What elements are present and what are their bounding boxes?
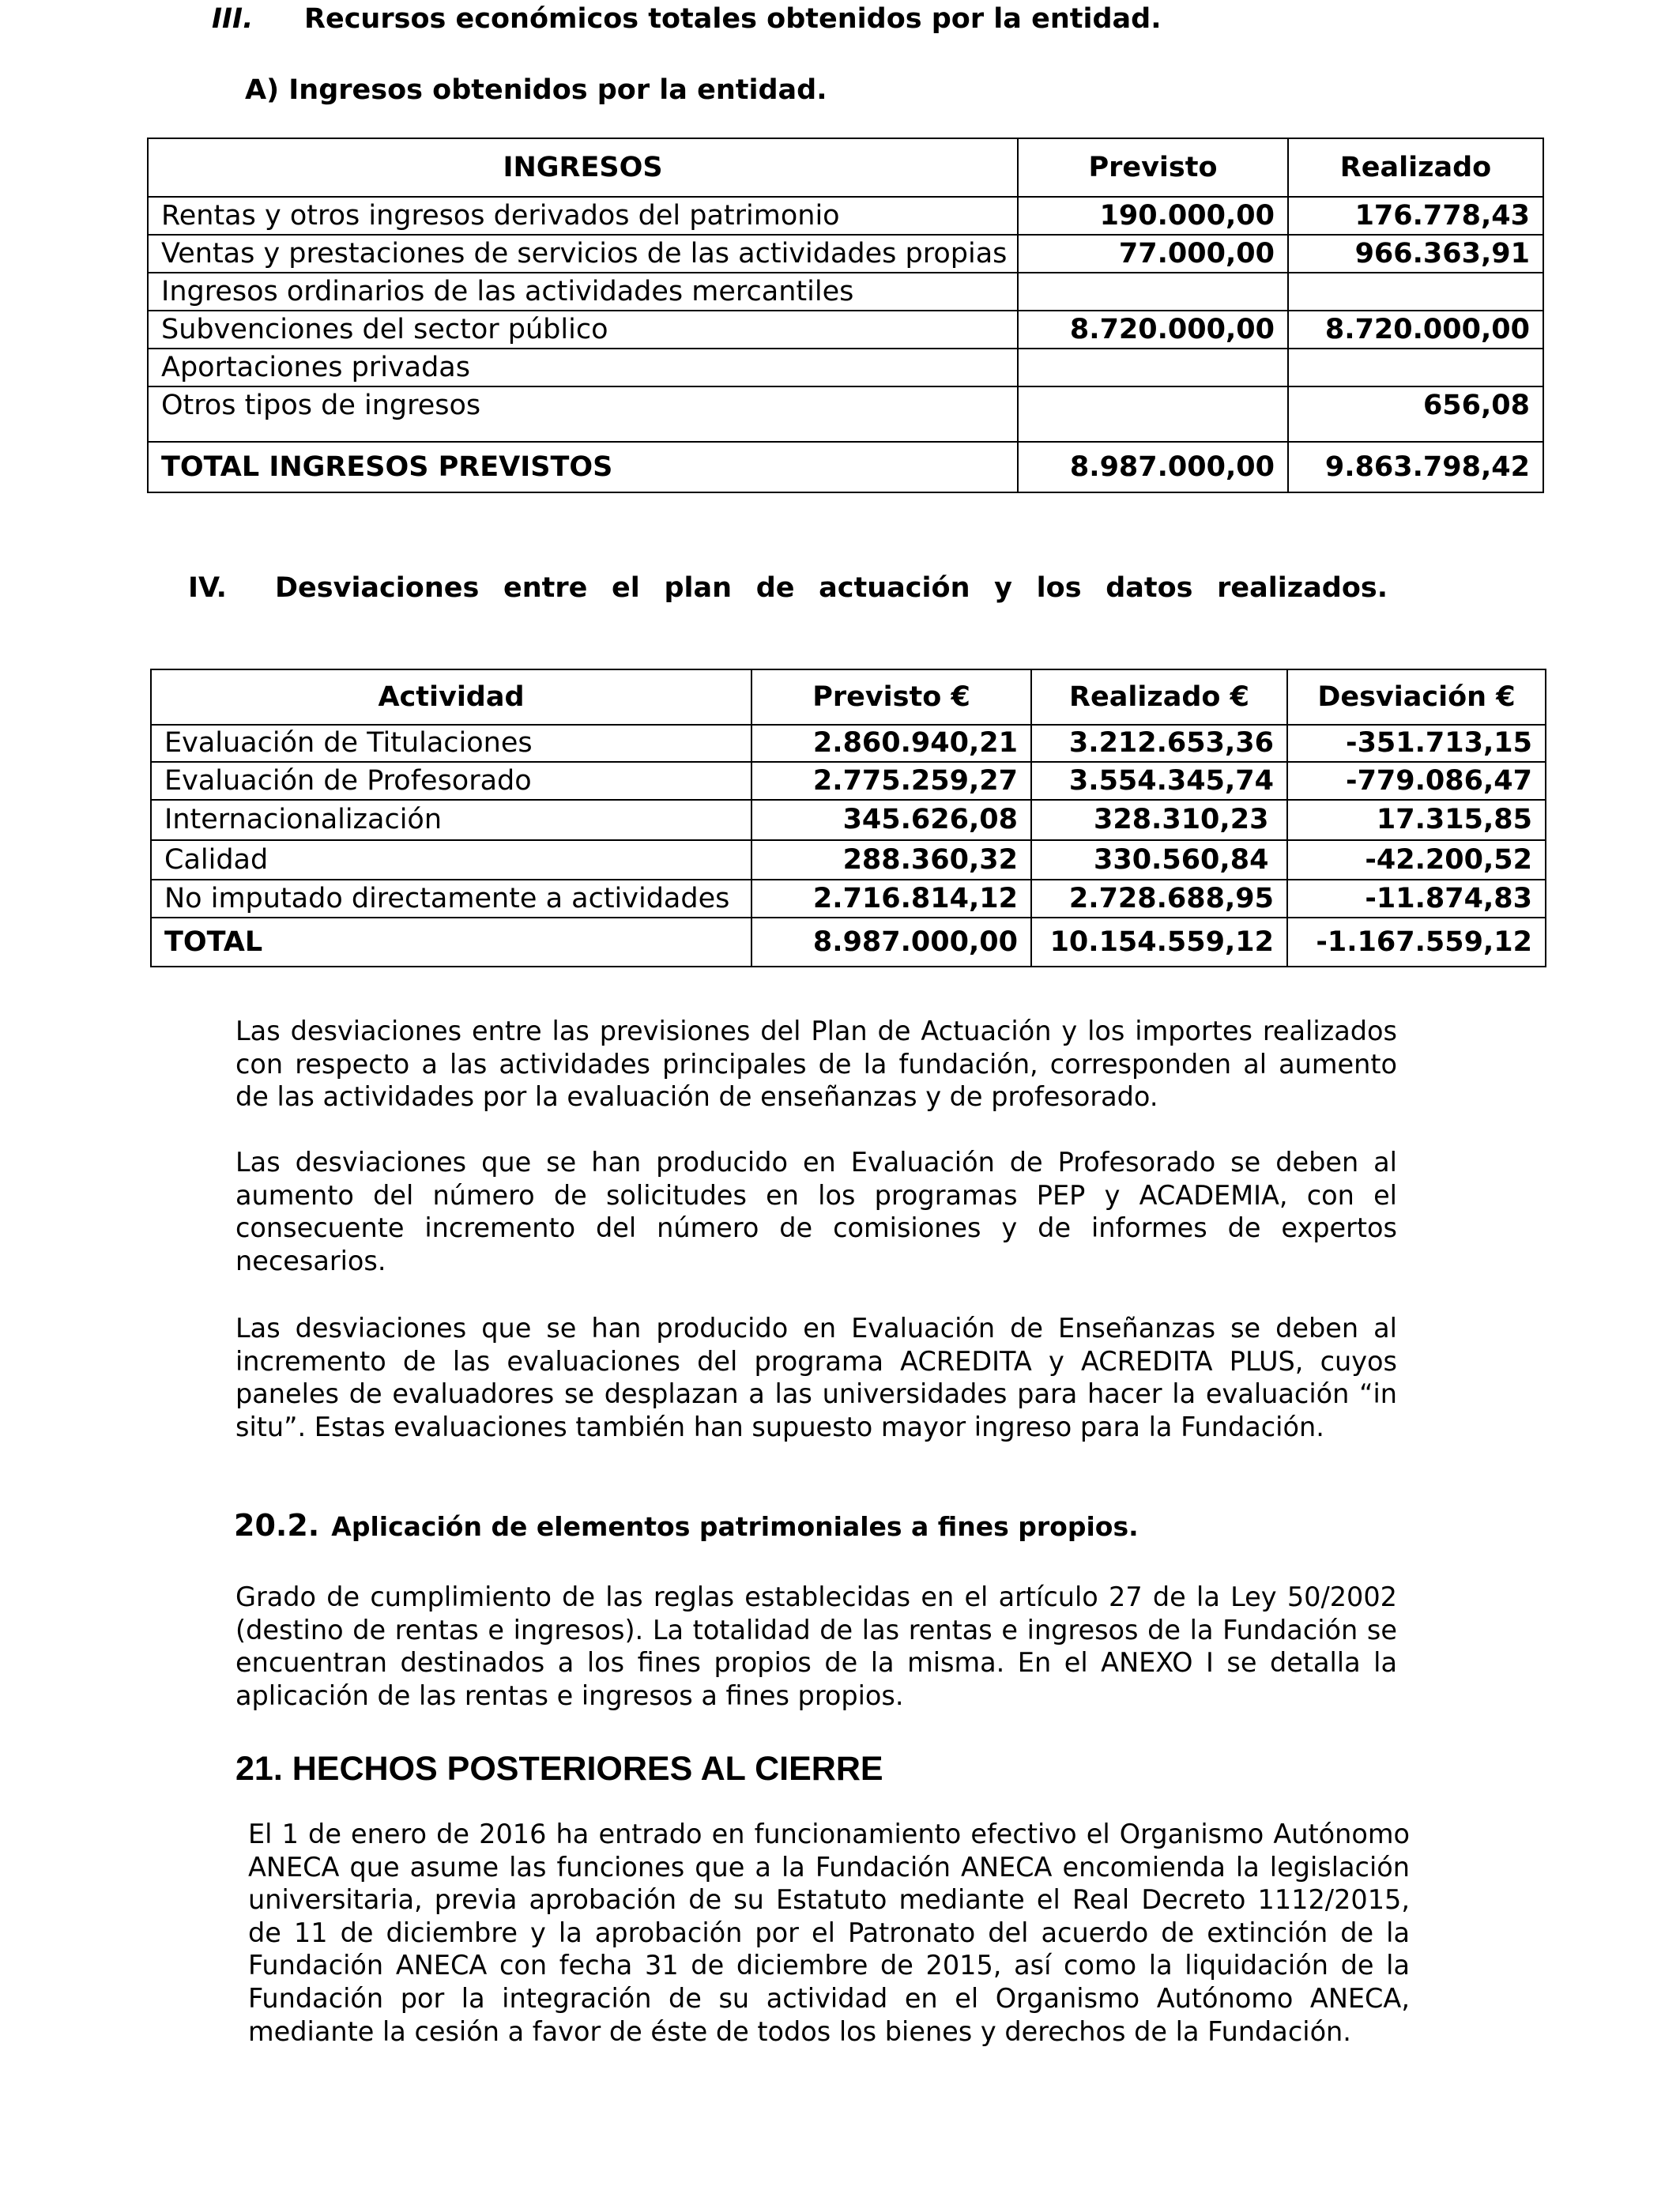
ingresos-previsto [1018, 273, 1288, 311]
ingresos-concept: Otros tipos de ingresos [148, 386, 1018, 442]
section-20-2-text: Grado de cumplimiento de las reglas establecidas en el artículo 27 de la Ley 50/2002 (destino de rentas e ingresos). La totalidad de las rentas e ingresos de la Fundación se encuentran destinados a los fines propios de la misma. En el ANEXO I se detalla la aplicación de las rentas e ingresos a fines propios. [235, 1581, 1397, 1711]
ingresos-total-label: TOTAL INGRESOS PREVISTOS [148, 442, 1018, 492]
desviaciones-previsto: 2.716.814,12 [751, 880, 1031, 918]
subsection-a-title: A) Ingresos obtenidos por la entidad. [245, 74, 827, 106]
desviaciones-total-row [151, 918, 1546, 967]
ingresos-header-previsto: Previsto [1018, 138, 1288, 197]
section-21-heading: 21. HECHOS POSTERIORES AL CIERRE [235, 1750, 883, 1788]
ingresos-realizado: 176.778,43 [1288, 197, 1543, 235]
ingresos-realizado [1288, 349, 1543, 386]
desviaciones-header-desviacion: Desviación € [1287, 669, 1546, 725]
section-3-number: III. [212, 3, 254, 35]
section-20-2-number: 20.2. [234, 1508, 320, 1543]
desviaciones-actividad: Calidad [151, 840, 751, 880]
table-row [148, 311, 1543, 349]
section-4-number: IV. [188, 572, 227, 604]
ingresos-previsto [1018, 386, 1288, 442]
desviaciones-realizado: 330.560,84 [1031, 840, 1287, 880]
ingresos-total-realizado: 9.863.798,42 [1288, 442, 1543, 492]
desviaciones-desviacion: -42.200,52 [1287, 840, 1546, 880]
desviaciones-previsto: 2.775.259,27 [751, 762, 1031, 800]
ingresos-previsto: 190.000,00 [1018, 197, 1288, 235]
section-21-text: El 1 de enero de 2016 ha entrado en funcionamiento efectivo el Organismo Autónomo ANECA que asume las funciones que a la Fundación ANECA encomienda la legislación universitaria, previa aprobación de su Estatuto mediante el Real Decreto 1112/2015, de 11 de diciembre y la aprobación por el Patronato del acuerdo de extinción de la Fundación ANECA con fecha 31 de diciembre de 2015, así como la liquidación de la Fundación por la integración de su actividad en el Organismo Autónomo ANECA, mediante la cesión a favor de éste de todos los bienes y derechos de la Fundación. [248, 1819, 1410, 2047]
table-row [148, 197, 1543, 235]
desviaciones-previsto: 2.860.940,21 [751, 725, 1031, 762]
ingresos-total-row [148, 442, 1543, 492]
ingresos-total-previsto: 8.987.000,00 [1018, 442, 1288, 492]
table-row [148, 386, 1543, 442]
desviaciones-total-previsto: 8.987.000,00 [751, 918, 1031, 967]
desviaciones-realizado: 328.310,23 [1031, 800, 1287, 840]
desviaciones-desviacion: -351.713,15 [1287, 725, 1546, 762]
table-row [151, 880, 1546, 918]
ingresos-previsto: 77.000,00 [1018, 235, 1288, 273]
ingresos-concept: Rentas y otros ingresos derivados del patrimonio [148, 197, 1018, 235]
section-4-heading [188, 572, 1388, 604]
ingresos-header-realizado: Realizado [1288, 138, 1543, 197]
ingresos-realizado: 656,08 [1288, 386, 1543, 442]
table-row [151, 840, 1546, 880]
desviaciones-header-row [151, 669, 1546, 725]
section-4-title: Desviaciones entre el plan de actuación y los datos realizados. [275, 572, 1388, 604]
ingresos-previsto [1018, 349, 1288, 386]
desviaciones-previsto: 288.360,32 [751, 840, 1031, 880]
section-3-title: Recursos económicos totales obtenidos por la entidad. [304, 3, 1162, 35]
table-row [151, 762, 1546, 800]
ingresos-realizado: 8.720.000,00 [1288, 311, 1543, 349]
ingresos-concept: Ventas y prestaciones de servicios de las actividades propias [148, 235, 1018, 273]
desviaciones-header-actividad: Actividad [151, 669, 751, 725]
section-20-2-title: Aplicación de elementos patrimoniales a fines propios. [331, 1511, 1139, 1542]
desviaciones-desviacion: -11.874,83 [1287, 880, 1546, 918]
ingresos-concept: Ingresos ordinarios de las actividades mercantiles [148, 273, 1018, 311]
desviaciones-actividad: Internacionalización [151, 800, 751, 840]
table-row [148, 235, 1543, 273]
section-3-heading [212, 3, 1162, 35]
paragraph-desviaciones-1: Las desviaciones entre las previsiones del Plan de Actuación y los importes realizados con respecto a las actividades principales de la fundación, corresponden al aumento de las actividades por la evaluación de enseñanzas y de profesorado. [235, 1016, 1397, 1113]
desviaciones-realizado: 2.728.688,95 [1031, 880, 1287, 918]
table-row [148, 349, 1543, 386]
desviaciones-total-realizado: 10.154.559,12 [1031, 918, 1287, 967]
desviaciones-header-realizado: Realizado € [1031, 669, 1287, 725]
desviaciones-previsto: 345.626,08 [751, 800, 1031, 840]
desviaciones-realizado: 3.212.653,36 [1031, 725, 1287, 762]
ingresos-concept: Subvenciones del sector público [148, 311, 1018, 349]
desviaciones-desviacion: 17.315,85 [1287, 800, 1546, 840]
desviaciones-actividad: Evaluación de Profesorado [151, 762, 751, 800]
desviaciones-realizado: 3.554.345,74 [1031, 762, 1287, 800]
ingresos-header-row [148, 138, 1543, 197]
ingresos-realizado: 966.363,91 [1288, 235, 1543, 273]
ingresos-realizado [1288, 273, 1543, 311]
desviaciones-actividad: Evaluación de Titulaciones [151, 725, 751, 762]
desviaciones-total-desviacion: -1.167.559,12 [1287, 918, 1546, 967]
section-20-2-heading [234, 1508, 1139, 1543]
ingresos-table [147, 138, 1544, 493]
paragraph-desviaciones-3: Las desviaciones que se han producido en Evaluación de Enseñanzas se deben al incremento de las evaluaciones del programa ACREDITA y ACREDITA PLUS, cuyos paneles de evaluadores se desplazan a las universidades para hacer la evaluación “in situ”. Estas evaluaciones también han supuesto mayor ingreso para la Fundación. [235, 1313, 1397, 1442]
desviaciones-table [150, 669, 1546, 967]
paragraph-desviaciones-2: Las desviaciones que se han producido en Evaluación de Profesorado se deben al aumento del número de solicitudes en los programas PEP y ACADEMIA, con el consecuente incremento del número de comisiones y de informes de expertos necesarios. [235, 1147, 1397, 1276]
ingresos-header-concept: INGRESOS [148, 138, 1018, 197]
desviaciones-desviacion: -779.086,47 [1287, 762, 1546, 800]
desviaciones-total-label: TOTAL [151, 918, 751, 967]
table-row [151, 800, 1546, 840]
ingresos-concept: Aportaciones privadas [148, 349, 1018, 386]
table-row [151, 725, 1546, 762]
desviaciones-header-previsto: Previsto € [751, 669, 1031, 725]
desviaciones-actividad: No imputado directamente a actividades [151, 880, 751, 918]
ingresos-previsto: 8.720.000,00 [1018, 311, 1288, 349]
table-row [148, 273, 1543, 311]
